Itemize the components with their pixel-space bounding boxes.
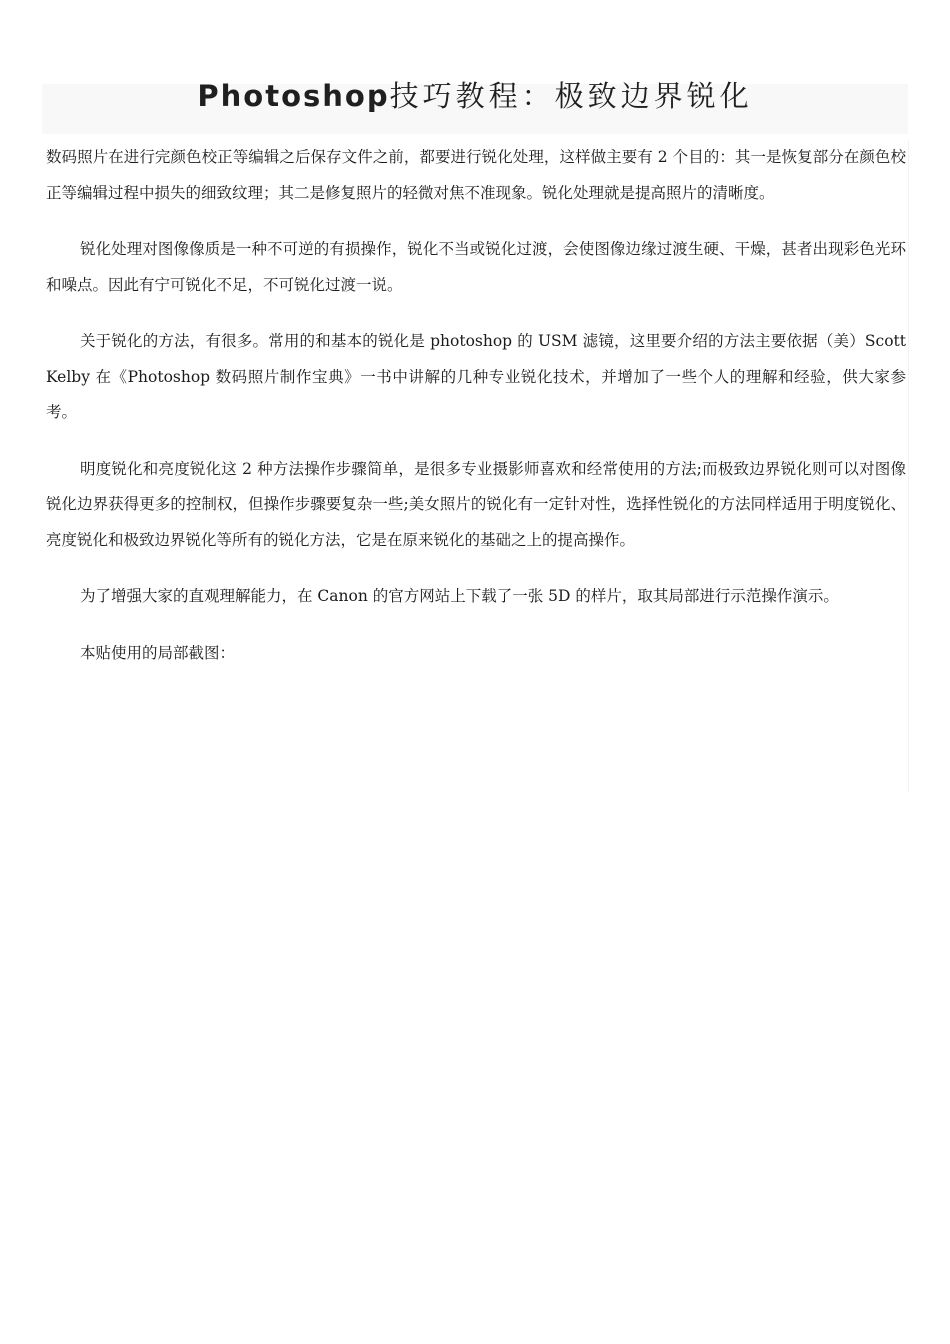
paragraph-intro: 数码照片在进行完颜色校正等编辑之后保存文件之前，都要进行锐化处理，这样做主要有 2 个目的：其一是恢复部分在颜色校正等编辑过程中损失的细致纹理；其二是修复照片的轻微对焦不准现象。锐化处理就是提高照片的清晰度。 [46,148,906,202]
page-title [42,78,908,114]
paragraph-sharpening-types: 明度锐化和亮度锐化这 2 种方法操作步骤简单，是很多专业摄影师喜欢和经常使用的方法;而极致边界锐化则可以对图像锐化边界获得更多的控制权，但操作步骤要复杂一些;美女照片的锐化有一定针对性，选择性锐化的方法同样适用于明度锐化、亮度锐化和极致边界锐化等所有的锐化方法，它是在原来锐化的基础之上的提高操作。 [46,459,906,549]
page-title-latin: Photoshop [197,79,390,113]
paragraph-methods: 关于锐化的方法，有很多。常用的和基本的锐化是 photoshop 的 USM 滤镜，这里要介绍的方法主要依据（美）Scott Kelby 在《Photoshop 数码照片制作宝典》一书中讲解的几种专业锐化技术，并增加了一些个人的理解和经验，供大家参考。 [46,332,906,421]
article-body [46,140,906,671]
page-title-cjk: 技巧教程：极致边界锐化 [389,79,753,113]
right-margin-rule [908,140,909,792]
paragraph-lossy-operation: 锐化处理对图像像质是一种不可逆的有损操作，锐化不当或锐化过渡，会使图像边缘过渡生硬、干燥，甚者出现彩色光环和噪点。因此有宁可锐化不足，不可锐化过渡一说。 [46,240,906,294]
paragraph-sample-source: 为了增强大家的直观理解能力，在 Canon 的官方网站上下载了一张 5D 的样片，取其局部进行示范操作演示。 [80,587,839,605]
paragraph-crop-caption: 本贴使用的局部截图： [80,643,236,662]
